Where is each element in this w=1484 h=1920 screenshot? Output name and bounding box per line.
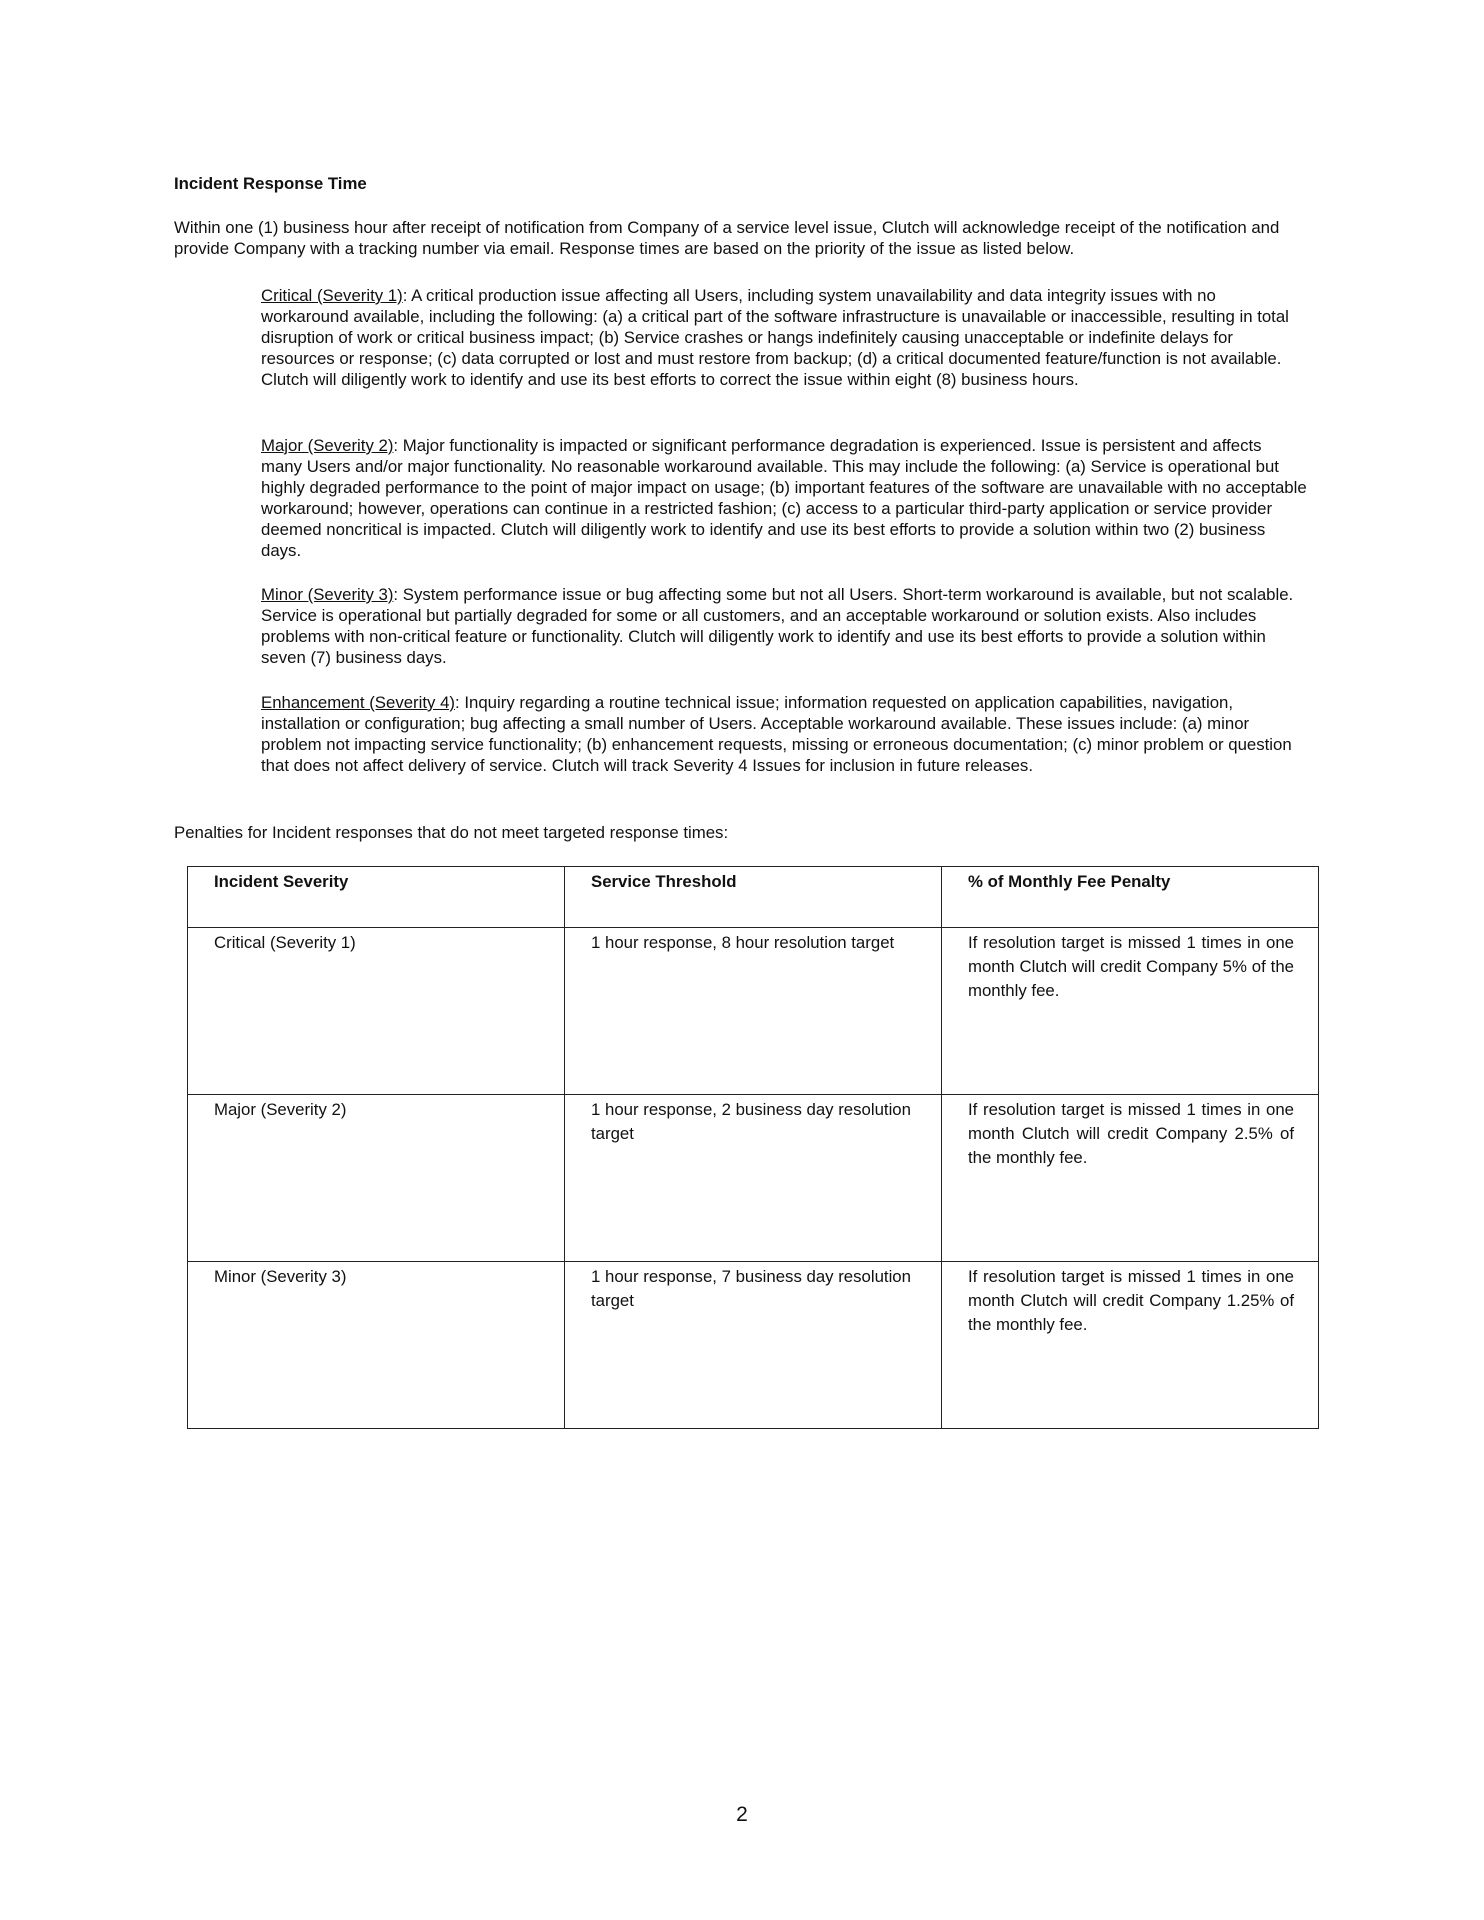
cell-severity: Minor (Severity 3) [188, 1262, 565, 1429]
section-heading: Incident Response Time [174, 174, 367, 193]
severity-4-text: : Inquiry regarding a routine technical issue; information requested on application capabilities, navigation, installation or configuration; bug affecting a small number of Users. Acceptable workaround available. These issues include: (a) minor problem not impacting service functionality; (b) enhancement requests, missing or erroneous documentation; (c) minor problem or question that does not affect delivery of service. Clutch will track Severity 4 Issues for inclusion in future releases. [261, 693, 1292, 775]
severity-3-term: Minor (Severity 3) [261, 585, 394, 604]
page-number: 2 [736, 1803, 748, 1826]
cell-severity: Major (Severity 2) [188, 1095, 565, 1262]
severity-3-text: : System performance issue or bug affecting some but not all Users. Short-term workaround is available, but not scalable. Service is operational but partially degraded for some or all customers, and an acceptable workaround or solution exists. Also includes problems with non-critical feature or functionality. Clutch will diligently work to identify and use its best efforts to provide a solution within seven (7) business days. [261, 585, 1294, 667]
severity-1-paragraph [261, 285, 1307, 390]
cell-severity: Critical (Severity 1) [188, 928, 565, 1095]
penalties-table [187, 866, 1319, 1429]
severity-4-paragraph [261, 692, 1307, 776]
penalties-intro: Penalties for Incident responses that do not meet targeted response times: [174, 823, 729, 842]
table-row [188, 1095, 1319, 1262]
table-row [188, 1262, 1319, 1429]
cell-threshold: 1 hour response, 8 hour resolution target [565, 928, 942, 1095]
header-service-threshold: Service Threshold [565, 867, 942, 928]
severity-3-paragraph [261, 584, 1307, 668]
cell-penalty: If resolution target is missed 1 times in one month Clutch will credit Company 5% of the monthly fee. [942, 928, 1319, 1095]
table-row [188, 928, 1319, 1095]
severity-1-text: : A critical production issue affecting all Users, including system unavailability and data integrity issues with no workaround available, including the following: (a) a critical part of the software infrastructure is unavailable or inaccessible, resulting in total disruption of work or critical business impact; (b) Service crashes or hangs indefinitely causing unacceptable or indefinite delays for resources or response; (c) data corrupted or lost and must restore from backup; (d) a critical documented feature/function is not available. Clutch will diligently work to identify and use its best efforts to correct the issue within eight (8) business hours. [261, 286, 1289, 389]
intro-paragraph: Within one (1) business hour after receipt of notification from Company of a service level issue, Clutch will acknowledge receipt of the notification and provide Company with a tracking number via email. Response times are based on the priority of the issue as listed below. [174, 218, 1280, 258]
header-fee-penalty: % of Monthly Fee Penalty [942, 867, 1319, 928]
cell-penalty: If resolution target is missed 1 times in one month Clutch will credit Company 1.25% of the monthly fee. [942, 1262, 1319, 1429]
severity-2-term: Major (Severity 2) [261, 436, 394, 455]
severity-2-text: : Major functionality is impacted or significant performance degradation is experienced. Issue is persistent and affects many Users and/or major functionality. No reasonable workaround available. This may include the following: (a) Service is operational but highly degraded performance to the point of major impact on usage; (b) important features of the software are unavailable with no acceptable workaround; however, operations can continue in a restricted fashion; (c) access to a particular third-party application or service provider deemed noncritical is impacted. Clutch will diligently work to identify and use its best efforts to provide a solution within two (2) business days. [261, 436, 1307, 560]
header-incident-severity: Incident Severity [188, 867, 565, 928]
cell-threshold: 1 hour response, 7 business day resolution target [565, 1262, 942, 1429]
cell-threshold: 1 hour response, 2 business day resolution target [565, 1095, 942, 1262]
severity-1-term: Critical (Severity 1) [261, 286, 403, 305]
severity-4-term: Enhancement (Severity 4) [261, 693, 456, 712]
cell-penalty: If resolution target is missed 1 times in one month Clutch will credit Company 2.5% of the monthly fee. [942, 1095, 1319, 1262]
severity-2-paragraph [261, 435, 1307, 561]
table-header-row [188, 867, 1319, 928]
